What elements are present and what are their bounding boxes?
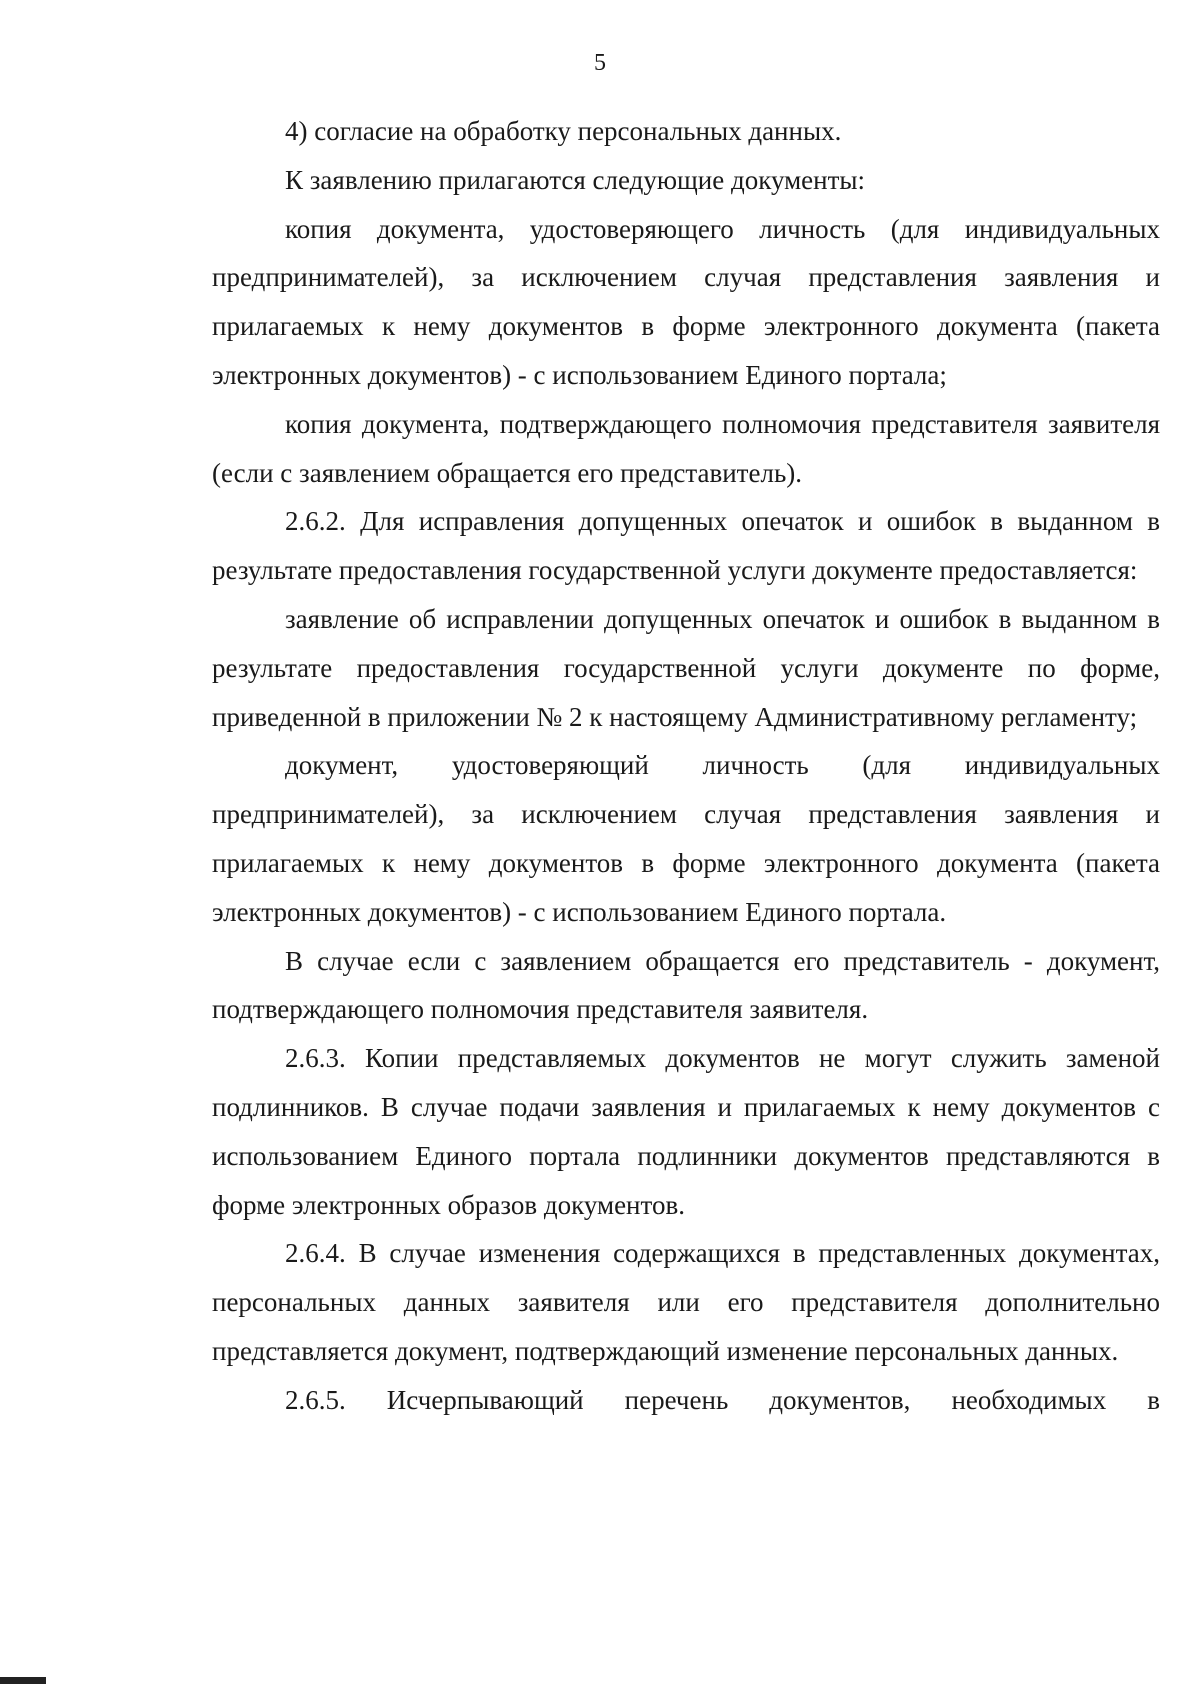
paragraph-consent-item: 4) согласие на обработку персональных данных. [285, 116, 842, 146]
paragraph-section-2-6-5: 2.6.5. Исчерпывающий перечень документов, необходимых в [285, 1384, 1160, 1415]
paragraph-section-2-6-2: 2.6.2. Для исправления допущенных опечаток и ошибок в выданном в результате предоставления государственной услуги документе предоставляется: [212, 506, 1160, 586]
page-number: 5 [594, 50, 606, 76]
paragraph-representative-document: В случае если с заявлением обращается его представитель - документ, подтверждающего полномочия представителя заявителя. [212, 945, 1160, 1025]
paragraph-attached-documents-intro: К заявлению прилагаются следующие документы: [285, 164, 866, 195]
paragraph-identity-document: документ, удостоверяющий личность (для индивидуальных предпринимателей), за исключением случая представления заявления и прилагаемых к нему документов в форме электронного документа (пакета электронных документов) - с использованием Единого портала. [212, 750, 1160, 927]
scan-edge-mark [0, 1677, 46, 1684]
paragraph-authority-document-copy: копия документа, подтверждающего полномочия представителя заявителя (если с заявлением обращается его представитель). [212, 408, 1160, 488]
paragraph-correction-application: заявление об исправлении допущенных опечаток и ошибок в выданном в результате предоставления государственной услуги документе по форме, приведенной в приложении № 2 к настоящему Административному регламенту; [212, 603, 1160, 732]
paragraph-identity-document-copy: копия документа, удостоверяющего личность (для индивидуальных предпринимателей), за исключением случая представления заявления и прилагаемых к нему документов в форме электронного документа (пакета электронных документов) - с использованием Единого портала; [212, 213, 1160, 390]
paragraph-section-2-6-3: 2.6.3. Копии представляемых документов не могут служить заменой подлинников. В случае подачи заявления и прилагаемых к нему документов с использованием Единого портала подлинники документов представляются в форме электронных образов документов. [212, 1043, 1160, 1220]
document-body [212, 107, 1160, 1425]
paragraph-section-2-6-4: 2.6.4. В случае изменения содержащихся в представленных документах, персональных данных заявителя или его представителя дополнительно представляется документ, подтверждающий изменение персональных данных. [212, 1238, 1160, 1366]
